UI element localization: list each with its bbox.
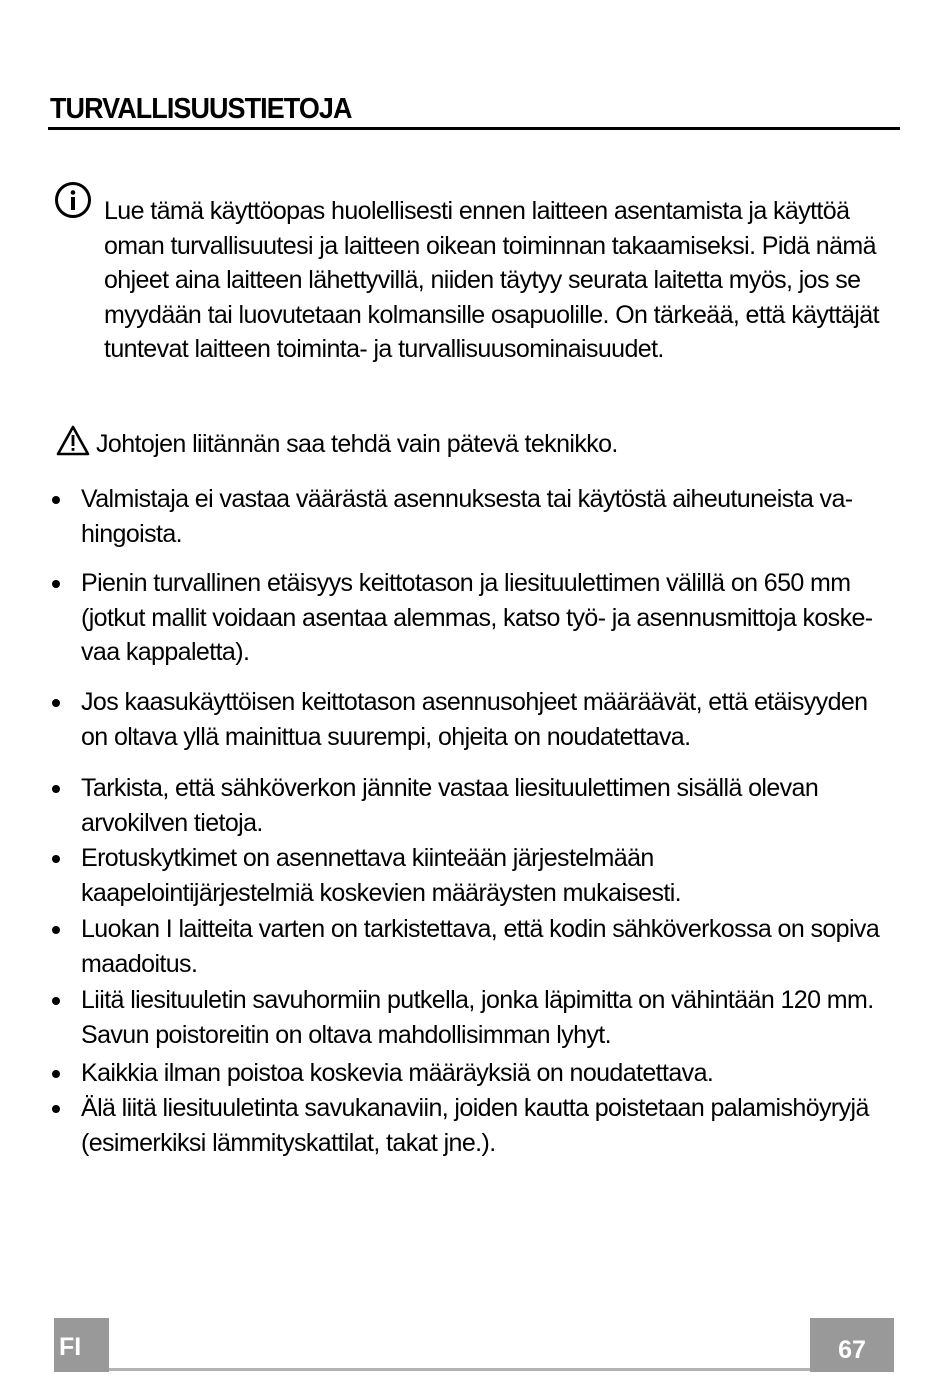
bullet-line: vaa kappaletta). (81, 638, 250, 666)
page-number: 67 (810, 1318, 894, 1372)
bullet-line: Tarkista, että sähköverkon jännite vastaa liesituulettimen sisällä olevan (81, 774, 819, 802)
footer-rule (108, 1368, 810, 1371)
bullet-line: Luokan I laitteita varten on tarkistettava, että kodin sähköverkossa on sopiva (81, 915, 880, 943)
bullet-icon (52, 580, 60, 588)
list-item (52, 983, 882, 1052)
bullet-line: kaapelointijärjestelmiä koskevien määräysten mukaisesti. (81, 878, 682, 907)
bullet-icon (52, 699, 60, 707)
list-item (52, 482, 882, 551)
intro-line: Lue tämä käyttöopas huolellisesti ennen laitteen asentamista ja käyttöä (104, 197, 850, 225)
list-item (52, 1056, 882, 1091)
bullet-line: maadoitus. (81, 949, 198, 978)
intro-line: myydään tai luovutetaan kolmansille osapuolille. On tärkeää, että käyttäjät (104, 300, 879, 329)
bullet-line: Erotuskytkimet on asennettava kiinteään järjestelmään (81, 844, 654, 872)
bullet-line: Valmistaja ei vastaa väärästä asennuksesta tai käytöstä aiheutuneista va- (81, 485, 853, 513)
bullet-line: Jos kaasukäyttöisen keittotason asennusohjeet määräävät, että etäisyyden (81, 688, 868, 716)
bullet-line: on oltava yllä mainittua suurempi, ohjeita on noudatettava. (81, 722, 691, 751)
language-badge: FI (54, 1318, 109, 1372)
list-item (52, 685, 882, 754)
intro-line: ohjeet aina laitteen lähettyvillä, niiden täytyy seurata laitetta myös, jos se (104, 266, 861, 294)
bullet-line: Älä liitä liesituuletinta savukanaviin, joiden kautta poistetaan palamishöyryjä (81, 1094, 869, 1122)
bullet-line: Kaikkia ilman poistoa koskevia määräyksiä on noudatettava. (81, 1059, 714, 1087)
bullet-line: hingoista. (81, 519, 183, 548)
intro-line: tuntevat laitteen toiminta- ja turvallisuusominaisuudet. (104, 335, 664, 363)
warning-notice (56, 427, 618, 461)
bullet-line: (esimerkiksi lämmityskattilat, takat jne.). (81, 1128, 496, 1157)
warning-text: Johtojen liitännän saa tehdä vain pätevä teknikko. (96, 430, 618, 458)
intro-paragraph (104, 194, 904, 367)
bullet-line: Liitä liesituuletin savuhormiin putkella, jonka läpimitta on vähintään 120 mm. (81, 986, 874, 1014)
bullet-icon (52, 1070, 60, 1078)
title-underline (48, 127, 900, 130)
bullet-icon (52, 926, 60, 934)
page-title: TURVALLISUUSTIETOJA (50, 93, 352, 125)
intro-line: oman turvallisuutesi ja laitteen oikean toiminnan takaamiseksi. Pidä nämä (104, 231, 876, 260)
list-item (52, 912, 882, 981)
list-item (52, 1091, 882, 1160)
warning-triangle-icon (56, 425, 90, 457)
bullet-line: (jotkut mallit voidaan asentaa alemmas, katso työ- ja asennusmittoja koske- (81, 603, 873, 632)
bullet-icon (52, 997, 60, 1005)
list-item (52, 771, 882, 840)
bullet-icon (52, 785, 60, 793)
list-item (52, 841, 882, 910)
bullet-icon (52, 496, 60, 504)
bullet-line: arvokilven tietoja. (81, 808, 263, 837)
info-icon (54, 181, 92, 219)
bullet-line: Pienin turvallinen etäisyys keittotason ja liesituulettimen välillä on 650 mm (81, 569, 851, 597)
bullet-line: Savun poistoreitin on oltava mahdollisimman lyhyt. (81, 1020, 611, 1049)
list-item (52, 566, 882, 670)
bullet-icon (52, 855, 60, 863)
bullet-icon (52, 1105, 60, 1113)
